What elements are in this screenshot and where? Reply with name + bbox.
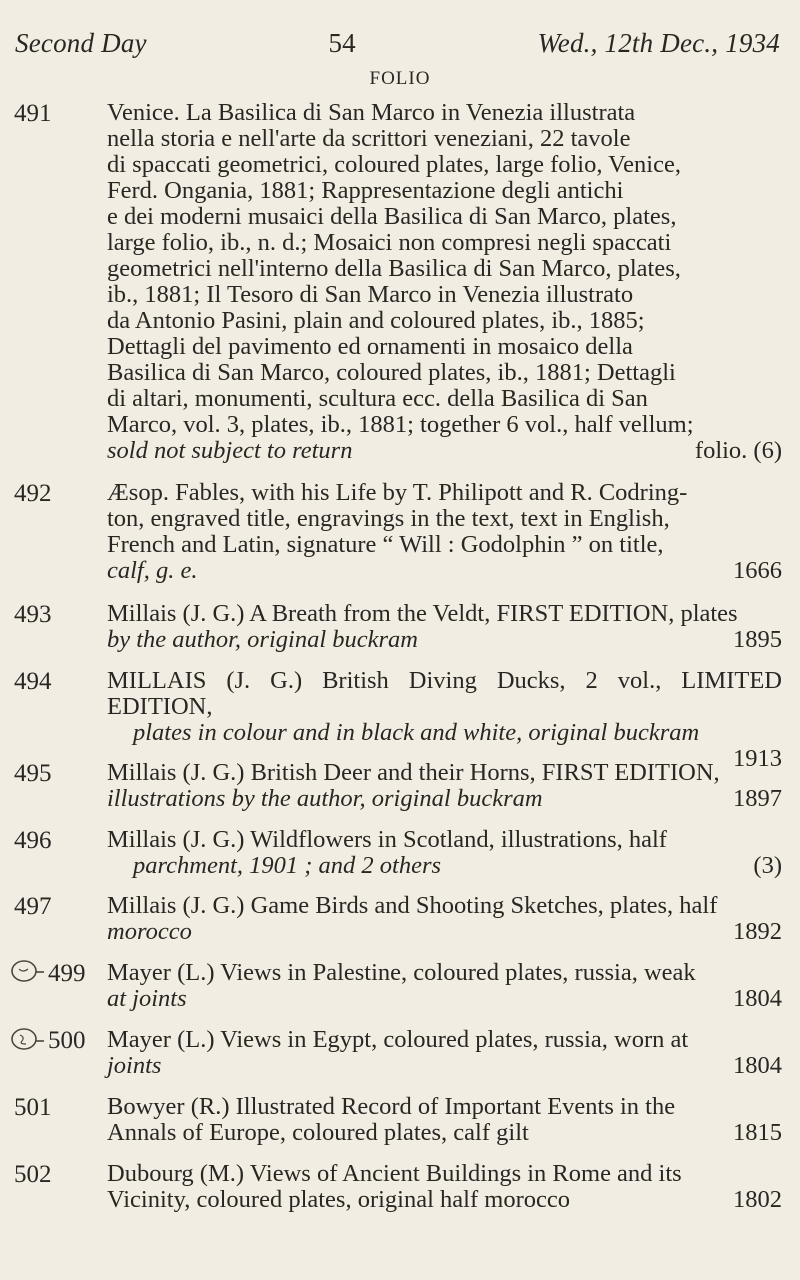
desc-last-line xyxy=(107,627,782,653)
lot-494 xyxy=(0,668,782,772)
lot-description xyxy=(107,1027,782,1079)
lot-format: folio. (6) xyxy=(694,437,782,464)
desc-last-line xyxy=(107,919,782,945)
desc-line: Ferd. Ongania, 1881; Rappresentazione degli antichi xyxy=(107,177,624,204)
lot-date: 1913 xyxy=(733,745,782,772)
desc-line: Mayer (L.) Views in Egypt, coloured plates, russia, worn at xyxy=(107,1026,689,1053)
lot-number: 500 xyxy=(48,1027,86,1054)
desc-line: Æsop. Fables, with his Life by T. Philipott and R. Codring- xyxy=(107,479,688,506)
lot-date: 1895 xyxy=(733,626,782,653)
desc-last-line xyxy=(107,1187,782,1213)
lot-496 xyxy=(0,827,782,879)
desc-binding: Annals of Europe, coloured plates, calf gilt xyxy=(107,1119,529,1146)
lot-number: 502 xyxy=(14,1161,52,1188)
lot-description xyxy=(107,760,782,812)
desc-binding: illustrations by the author, original buckram xyxy=(107,785,543,812)
lot-description xyxy=(107,100,782,464)
sale-date: Wed., 12th Dec., 1934 xyxy=(537,28,780,58)
desc-binding: by the author, original buckram xyxy=(107,626,418,653)
lot-description xyxy=(107,960,782,1012)
lot-description xyxy=(107,1161,782,1213)
desc-last-line xyxy=(107,786,782,812)
desc-binding: morocco xyxy=(107,918,192,945)
lot-number: 493 xyxy=(14,601,52,628)
lot-description xyxy=(107,480,782,584)
desc-line: ib., 1881; Il Tesoro di San Marco in Venezia illustrato xyxy=(107,281,634,308)
desc-last-line xyxy=(107,1053,782,1079)
desc-line: Mayer (L.) Views in Palestine, coloured plates, russia, weak xyxy=(107,959,696,986)
desc-line: Venice. La Basilica di San Marco in Venezia illustrata xyxy=(107,99,636,126)
lot-date: 1666 xyxy=(733,557,782,584)
desc-line: geometrici nell'interno della Basilica di San Marco, plates, xyxy=(107,255,681,282)
lot-date: 1892 xyxy=(733,918,782,945)
desc-line: Millais (J. G.) A Breath from the Veldt, FIRST EDITION, plates xyxy=(107,600,738,627)
desc-line: di spaccati geometrici, coloured plates, large folio, Venice, xyxy=(107,151,681,178)
lot-description xyxy=(107,668,782,772)
lot-date: 1804 xyxy=(733,1052,782,1079)
page-header xyxy=(15,28,780,59)
desc-binding: Vicinity, coloured plates, original half morocco xyxy=(107,1186,570,1213)
lot-description xyxy=(107,601,782,653)
section-heading: FOLIO xyxy=(369,68,431,89)
desc-terms: sold not subject to return xyxy=(107,437,353,464)
lot-number: 497 xyxy=(14,893,52,920)
lot-501 xyxy=(0,1094,782,1146)
desc-line: Millais (J. G.) British Deer and their Horns, FIRST EDITION, xyxy=(107,759,720,786)
desc-line: Dubourg (M.) Views of Ancient Buildings in Rome and its xyxy=(107,1160,682,1187)
desc-binding: plates in colour and in black and white, original buckram xyxy=(133,719,700,746)
day-label: Second Day xyxy=(15,28,147,58)
lot-number: 496 xyxy=(14,827,52,854)
lot-date: 1815 xyxy=(733,1119,782,1146)
lot-497 xyxy=(0,893,782,945)
lot-number: 491 xyxy=(14,100,52,127)
lot-491 xyxy=(0,100,782,464)
desc-line: Bowyer (R.) Illustrated Record of Important Events in the xyxy=(107,1093,676,1120)
desc-line xyxy=(107,720,782,746)
lot-date: 1897 xyxy=(733,785,782,812)
desc-line: Millais (J. G.) Game Birds and Shooting Sketches, plates, half xyxy=(107,892,718,919)
lot-number: 499 xyxy=(48,960,86,987)
desc-line: Millais (J. G.) Wildflowers in Scotland, illustrations, half xyxy=(107,826,667,853)
desc-last-line xyxy=(107,986,782,1012)
lot-description xyxy=(107,827,782,879)
desc-line: large folio, ib., n. d.; Mosaici non compresi negli spaccati xyxy=(107,229,672,256)
lot-date: 1804 xyxy=(733,985,782,1012)
lot-description xyxy=(107,1094,782,1146)
desc-condition: joints xyxy=(107,1052,162,1079)
lot-499 xyxy=(0,960,782,1012)
lot-date: 1802 xyxy=(733,1186,782,1213)
desc-line: nella storia e nell'arte da scrittori veneziani, 22 tavole xyxy=(107,125,631,152)
lot-492 xyxy=(0,480,782,584)
lot-number: 495 xyxy=(14,760,52,787)
page-number: 54 xyxy=(328,28,356,58)
lot-number: 492 xyxy=(14,480,52,507)
desc-line: da Antonio Pasini, plain and coloured plates, ib., 1885; xyxy=(107,307,645,334)
desc-last-line xyxy=(107,558,782,584)
lot-number: 501 xyxy=(14,1094,52,1121)
desc-line: Dettagli del pavimento ed ornamenti in mosaico della xyxy=(107,333,633,360)
lot-number: 494 xyxy=(14,668,52,695)
desc-line: Marco, vol. 3, plates, ib., 1881; together 6 vol., half vellum; xyxy=(107,411,694,438)
desc-line: MILLAIS (J. G.) British Diving Ducks, 2 vol., LIMITED EDITION, xyxy=(107,667,782,720)
desc-last-line xyxy=(107,853,782,879)
desc-binding: calf, g. e. xyxy=(107,557,198,584)
lot-493 xyxy=(0,601,782,653)
lot-description xyxy=(107,893,782,945)
desc-line: e dei moderni musaici della Basilica di San Marco, plates, xyxy=(107,203,677,230)
desc-binding: parchment, 1901 ; and 2 others xyxy=(133,852,442,879)
lot-quantity: (3) xyxy=(753,852,782,879)
desc-last-line xyxy=(107,438,782,464)
lot-500 xyxy=(0,1027,782,1079)
desc-line: di altari, monumenti, scultura ecc. della Basilica di San xyxy=(107,385,648,412)
lot-495 xyxy=(0,760,782,812)
desc-last-line xyxy=(107,1120,782,1146)
lot-502 xyxy=(0,1161,782,1213)
desc-line: French and Latin, signature “ Will : Godolphin ” on title, xyxy=(107,531,664,558)
desc-condition: at joints xyxy=(107,985,187,1012)
desc-line: ton, engraved title, engravings in the text, text in English, xyxy=(107,505,670,532)
desc-line: Basilica di San Marco, coloured plates, ib., 1881; Dettagli xyxy=(107,359,676,386)
